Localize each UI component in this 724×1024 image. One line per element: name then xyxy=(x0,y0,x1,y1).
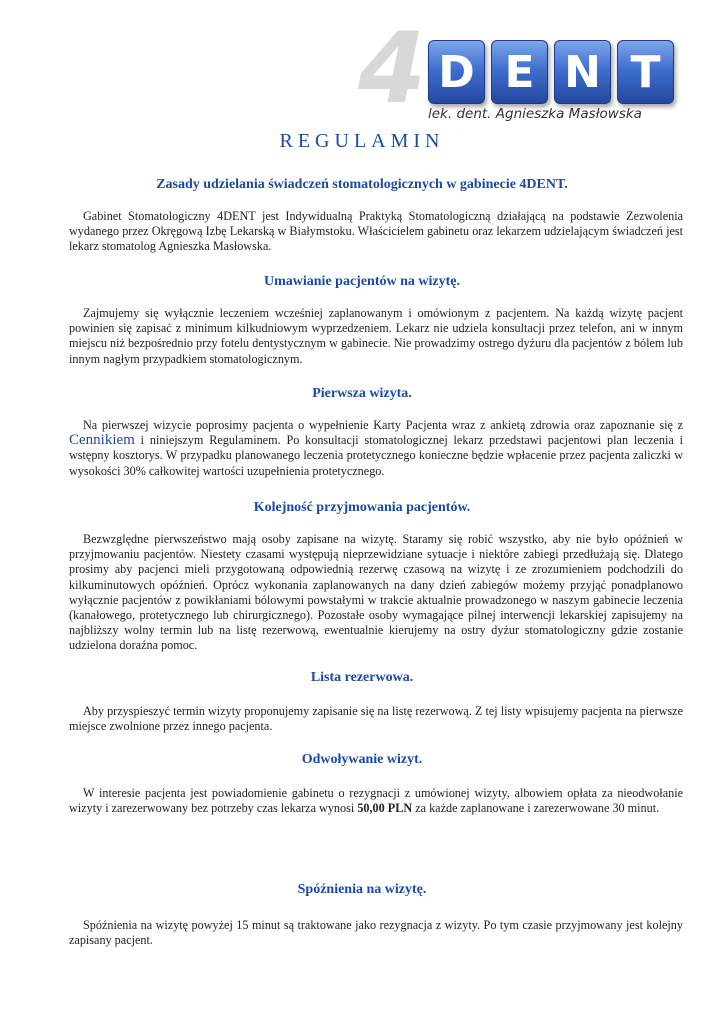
logo-tile: E xyxy=(491,40,548,104)
paragraph-text: Aby przyspieszyć termin wizyty proponujemy zapisanie się na listę rezerwową. Z tej listy wpisujemy pacjenta na pierwsze miejsce zwolnione przez innego pacjenta. xyxy=(69,704,683,734)
logo-tile: D xyxy=(428,40,485,104)
section-text xyxy=(69,418,683,479)
paragraph-text: Spóźnienia na wizytę powyżej 15 minut są traktowane jako rezygnacja z wizyty. Po tym czasie przyjmowany jest kolejny zapisany pacjent. xyxy=(69,918,683,948)
logo-digit: 4 xyxy=(358,12,423,126)
logo-tile: N xyxy=(554,40,611,104)
paragraph-text: Na pierwszej wizycie poprosimy pacjenta o wypełnienie Karty Pacjenta wraz z ankietą zdrowia oraz zapoznanie się z xyxy=(83,418,683,432)
section-text xyxy=(69,209,683,255)
section-heading: Pierwsza wizyta. xyxy=(312,386,412,401)
paragraph-text: i niniejszym Regulaminem. Po konsultacji stomatologicznej lekarz przedstawi pacjentowi plan leczenia i wstępny kosztorys. W przypadku planowanego leczenia protetycznego konieczne będzie wpłacenie przez pacjenta zaliczki w wysokości 30% całkowitej wartości uzupełnienia protetycznego. xyxy=(69,433,684,478)
section-text xyxy=(69,786,683,816)
page-title: REGULAMIN xyxy=(279,130,445,152)
logo-tile: T xyxy=(617,40,674,104)
section-heading: Umawianie pacjentów na wizytę. xyxy=(264,274,460,289)
paragraph-text: W interesie pacjenta jest powiadomienie gabinetu o rezygnacji z umówionej wizyty, albowiem opłata za nieodwołanie wizyty i zarezerwowany bez potrzeby czas lekarza wynosi xyxy=(69,786,683,816)
section-heading: Spóźnienia na wizytę. xyxy=(297,882,427,897)
section-heading: Zasady udzielania świadczeń stomatologicznych w gabinecie 4DENT. xyxy=(156,177,568,192)
logo-tiles xyxy=(428,40,674,104)
section-text xyxy=(69,704,683,734)
section-text xyxy=(69,306,683,367)
paragraph-text: Bezwzględne pierwszeństwo mają osoby zapisane na wizytę. Staramy się robić wszystko, aby nie było opóźnień w przyjmowaniu pacjentów. Niestety czasami występują nieprzewidziane sytuacje i niektóre zabiegi przedłużają się. Dlatego prosimy aby pacjenci mieli przygotowaną odpowiednią rezerwę czasową na wizytę i ze zrozumieniem podchodzili do kilkuminutowych opóźnień. Oprócz wykonania zaplanowanych na dany dzień zabiegów możemy przyjąć ponadplanowo wyłącznie pacjentów z powikłaniami bólowymi powstałymi w trakcie aktualnie prowadzonego w naszym gabinecie leczenia (kanałowego, protetycznego lub chirurgicznego). Pozostałe osoby wymagające pilnej interwencji lekarskiej zapisujemy na najbliższy wolny termin lub na listę rezerwową, ewentualnie kierujemy na ostry dyżur stomatologiczny gdzie zostanie udzielona doraźna pomoc. xyxy=(69,532,683,653)
fee-amount: 50,00 PLN xyxy=(357,801,413,816)
paragraph-text: za każde zaplanowane i zarezerwowane 30 minut. xyxy=(415,801,660,816)
section-heading: Kolejność przyjmowania pacjentów. xyxy=(253,500,471,515)
paragraph-text: Gabinet Stomatologiczny 4DENT jest Indywidualną Praktyką Stomatologiczną działającą na podstawie Zezwolenia wydanego przez Okręgową Izbę Lekarską w Białymstoku. Właścicielem gabinetu oraz lekarzem udzielającym świadczeń jest lekarz stomatolog Agnieszka Masłowska. xyxy=(69,209,683,254)
price-list-link[interactable]: Cennikiem xyxy=(69,432,135,449)
section-text xyxy=(69,918,683,948)
logo-subtitle: lek. dent. Agnieszka Masłowska xyxy=(428,106,642,122)
paragraph-text: Zajmujemy się wyłącznie leczeniem wcześniej zaplanowanym i omówionym z pacjentem. Na każdą wizytę pacjent powinien się zapisać z minimum kilkudniowym wyprzedzeniem. Lekarz nie udziela konsultacji przez telefon, ani w innym miejscu niż bezpośrednio przy fotelu dentystycznym w gabinecie. Nie prowadzimy ostrego dyżuru dla pacjentów z bólem lub innym nagłym przypadkiem stomatologicznym. xyxy=(69,306,683,366)
logo xyxy=(358,12,661,126)
section-heading: Lista rezerwowa. xyxy=(310,670,414,685)
section-text xyxy=(69,532,683,654)
section-heading: Odwoływanie wizyt. xyxy=(301,752,423,767)
